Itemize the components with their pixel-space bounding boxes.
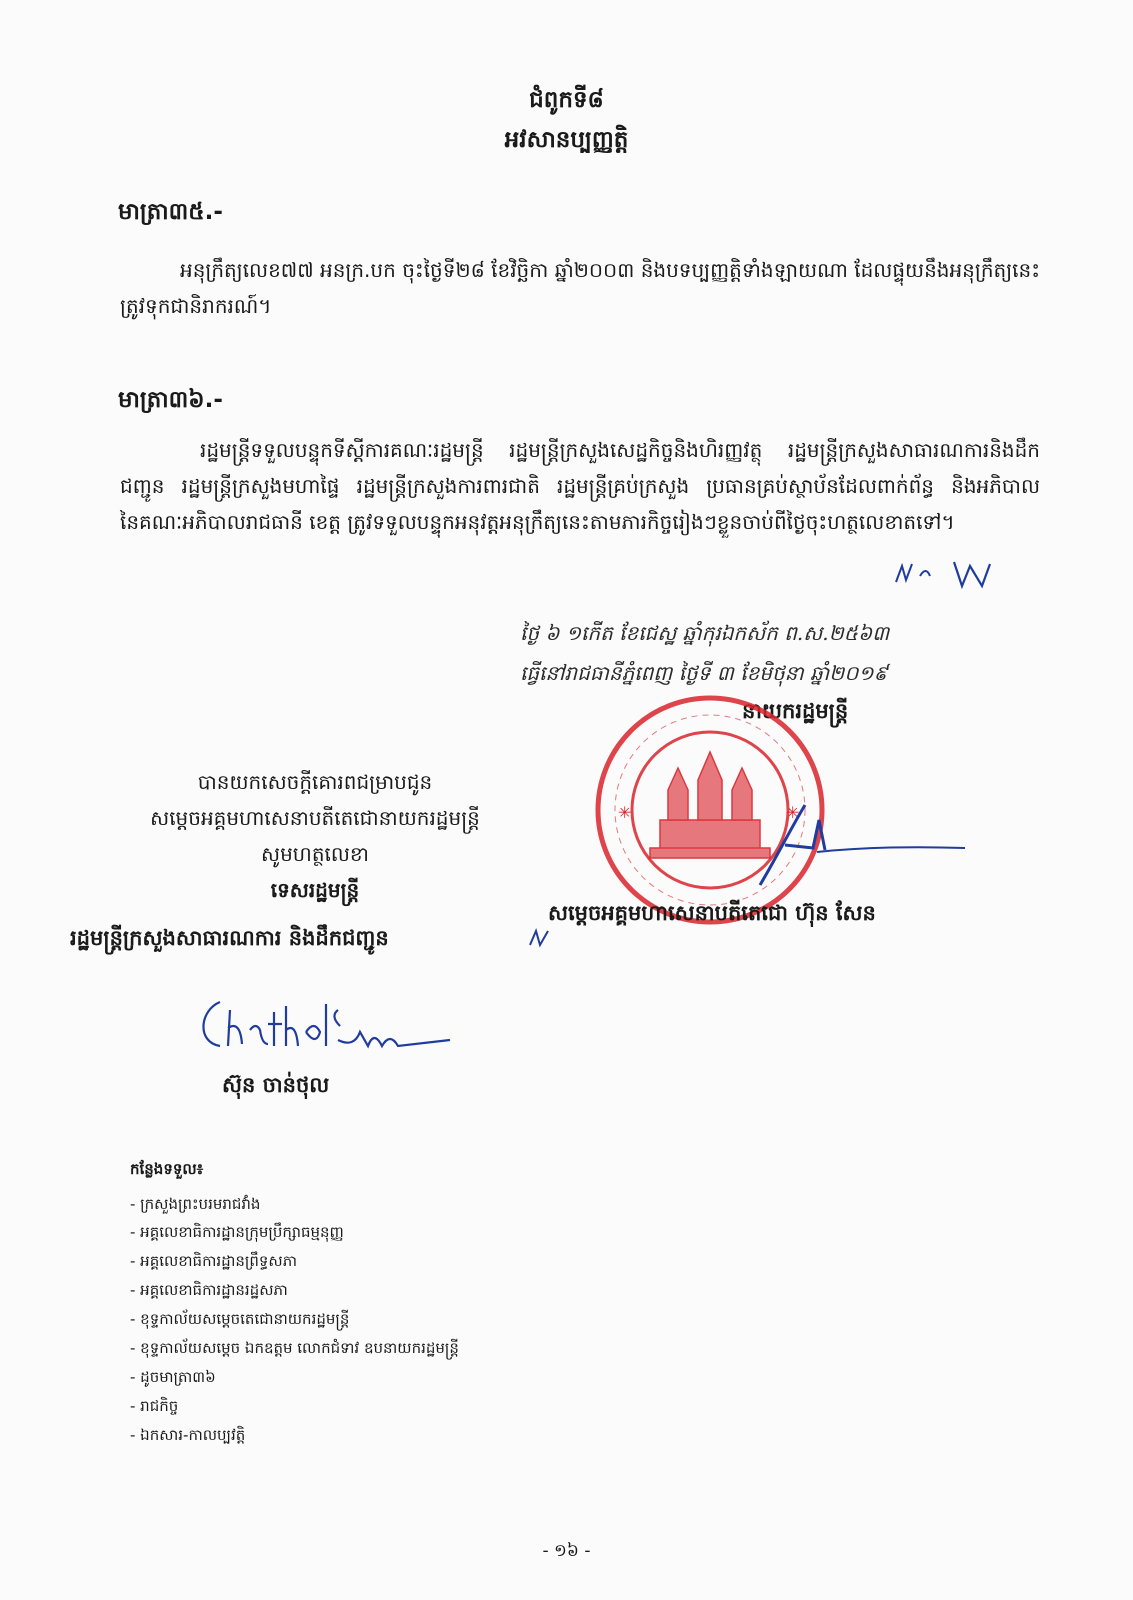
distribution-item: - ឯកសារ-កាលប្បវត្តិ — [130, 1426, 246, 1444]
distribution-item: - ខុទ្ទកាល័យសម្តេច ឯកឧត្តម លោកជំទាវ ឧបនាយករដ្ឋមន្ត្រី — [130, 1339, 459, 1357]
svg-text:✳: ✳ — [786, 803, 800, 822]
distribution-item: - អគ្គលេខាធិការដ្ឋានព្រឹទ្ធសភា — [130, 1252, 297, 1270]
chapter-subtitle: អវសានប្បញ្ញត្តិ — [504, 127, 629, 153]
distribution-item: - ខុទ្ទកាល័យសម្តេចតេជោនាយករដ្ឋមន្ត្រី — [130, 1310, 350, 1328]
place-date: ធ្វើនៅរាជធានីភ្នំពេញ ថ្ងៃទី ៣ ខែមិថុនា ឆ្នាំ២០១៩ — [520, 661, 888, 685]
submission-ministry: រដ្ឋមន្ត្រីក្រសួងសាធារណការ និងដឹកជញ្ជូន — [70, 926, 389, 950]
submission-block — [80, 764, 550, 908]
distribution-item: - ក្រសួងព្រះបរមរាជវាំង — [130, 1195, 261, 1213]
distribution-item: - ដូចមាត្រា៣៦ — [130, 1368, 216, 1386]
prime-minister-title: នាយករដ្ឋមន្ត្រី — [742, 699, 849, 723]
distribution-heading: កន្លែងទទួល៖ — [130, 1160, 204, 1178]
minister-name: ស៊ុន ចាន់ថុល — [222, 1073, 330, 1097]
article-35-text: អនុក្រឹត្យលេខ៧៧ អនក្រ.បក ចុះថ្ងៃទី២៨ ខែវិច្ឆិកា ឆ្នាំ២០០៣ និងបទប្បញ្ញត្តិទាំងឡាយណា ដែលផ្ទុយនឹងអនុក្រឹត្យនេះ ត្រូវទុកជានិរាករណ៍។ — [120, 258, 1040, 318]
distribution-item: - រាជកិច្ច — [130, 1397, 179, 1415]
page-number: - ១៦ - — [542, 1541, 591, 1561]
distribution-item: - អគ្គលេខាធិការដ្ឋានរដ្ឋសភា — [130, 1281, 288, 1299]
chapter-title: ជំពូកទី៨ — [529, 87, 604, 113]
submission-line-3: សូមហត្ថលេខា — [261, 842, 369, 866]
submission-line-2: សម្តេចអគ្គមហាសេនាបតីតេជោនាយករដ្ឋមន្ត្រី — [150, 806, 480, 830]
distribution-item: - អគ្គលេខាធិការដ្ឋានក្រុមប្រឹក្សាធម្មនុញ្ញ — [130, 1223, 344, 1241]
prime-minister-name: សម្តេចអគ្គមហាសេនាបតីតេជោ ហ៊ុន សែន — [548, 901, 876, 925]
submission-title: ទេសរដ្ឋមន្ត្រី — [270, 878, 360, 902]
lunar-date: ថ្ងៃ ៦ ១កើត ខែជេស្ឋ ឆ្នាំកុរឯកស័ក ព.ស.២៥៦៣ — [520, 621, 890, 645]
initials-mark-2 — [526, 925, 560, 953]
article-36-heading: មាត្រា៣៦.- — [118, 387, 223, 413]
svg-text:✳: ✳ — [618, 803, 632, 822]
submission-line-1: បានយកសេចក្តីគោរពជម្រាបជូន — [197, 770, 433, 794]
article-36-text: រដ្ឋមន្ត្រីទទួលបន្ទុកទីស្តីការគណៈរដ្ឋមន្ត្រី រដ្ឋមន្ត្រីក្រសួងសេដ្ឋកិច្ចនិងហិរញ្ញវត្ថុ រដ្ឋមន្ត្រីក្រសួងសាធារណការនិងដឹកជញ្ជូន រដ្ឋមន្ត្រីក្រសួងមហាផ្ទៃ រដ្ឋមន្ត្រីក្រសួងការពារជាតិ រដ្ឋមន្ត្រីគ្រប់ក្រសួង ប្រធានគ្រប់ស្ថាប័នដែលពាក់ព័ន្ធ និងអភិបាលនៃគណៈអភិបាលរាជធានី ខេត្ត ត្រូវទទួលបន្ទុកអនុវត្តអនុក្រឹត្យនេះតាមភារកិច្ចរៀងៗខ្លួនចាប់ពីថ្ងៃចុះហត្ថលេខាតទៅ។ — [120, 438, 1040, 534]
initials-mark — [892, 556, 1002, 592]
minister-signature — [190, 990, 460, 1060]
article-35-heading: មាត្រា៣៥.- — [118, 199, 223, 225]
prime-minister-signature — [745, 790, 975, 910]
